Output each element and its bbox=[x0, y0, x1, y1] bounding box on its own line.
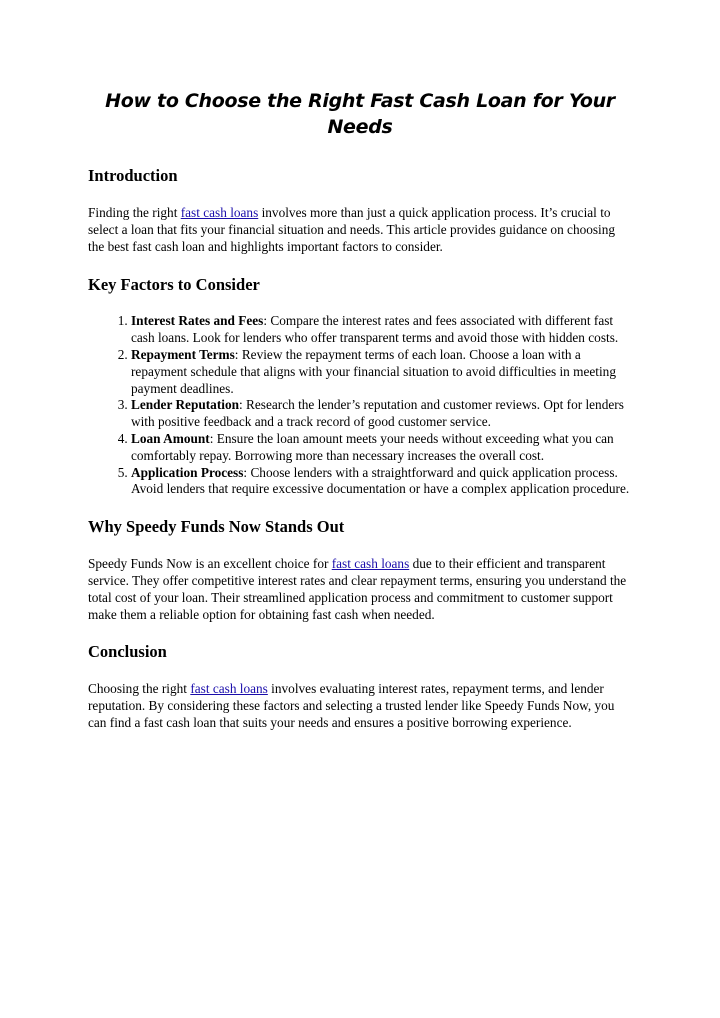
why-text-after: due to their efficient and transparent service. They offer competitive interest rates and clear repayment terms, ensuring you understand the total cost of your loan. Their streamlined application process and commitment to customer support make them a reliable option for obtaining fast cash when needed. bbox=[88, 556, 627, 622]
fast-cash-loans-link-conclusion[interactable]: fast cash loans bbox=[190, 681, 268, 697]
factor-text: : Choose lenders with a straightforward and quick application process. Avoid lenders that require excessive documentation or have a complex application procedure. bbox=[131, 464, 630, 497]
why-heading: Why Speedy Funds Now Stands Out bbox=[88, 517, 345, 537]
list-item bbox=[131, 347, 632, 397]
key-factors-list bbox=[88, 313, 632, 498]
conclusion-paragraph bbox=[88, 681, 632, 731]
factor-term: Lender Reputation bbox=[131, 397, 239, 413]
factor-text: : Ensure the loan amount meets your needs without exceeding what you can comfortably repay. Borrowing more than necessary increases the overall cost. bbox=[131, 430, 614, 463]
list-item bbox=[131, 313, 632, 347]
factor-term: Application Process bbox=[131, 464, 244, 480]
list-item bbox=[131, 397, 632, 431]
list-item bbox=[131, 431, 632, 465]
introduction-paragraph bbox=[88, 205, 632, 255]
factor-text: : Compare the interest rates and fees associated with different fast cash loans. Look for lenders who offer transparent terms and avoid those with hidden costs. bbox=[131, 313, 619, 346]
factor-term: Interest Rates and Fees bbox=[131, 313, 264, 329]
conclusion-text-before: Choosing the right bbox=[88, 681, 191, 697]
introduction-text-before: Finding the right bbox=[88, 205, 181, 220]
conclusion-text-after: involves evaluating interest rates, repayment terms, and lender reputation. By considering these factors and selecting a trusted lender like Speedy Funds Now, you can find a fast cash loan that suits your needs and ensures a positive borrowing experience. bbox=[88, 681, 615, 730]
key-factors-heading: Key Factors to Consider bbox=[88, 275, 260, 295]
introduction-text-after: involves more than just a quick application process. It’s crucial to select a loan that fits your financial situation and needs. This article provides guidance on choosing the best fast cash loan and highlights important factors to consider. bbox=[88, 205, 616, 254]
why-paragraph bbox=[88, 556, 632, 623]
conclusion-heading: Conclusion bbox=[88, 642, 167, 662]
introduction-heading: Introduction bbox=[88, 166, 178, 185]
why-text-before: Speedy Funds Now is an excellent choice for bbox=[88, 556, 332, 572]
page-title: How to Choose the Right Fast Cash Loan for Your Needs bbox=[105, 90, 615, 138]
list-item bbox=[131, 465, 632, 499]
fast-cash-loans-link-why[interactable]: fast cash loans bbox=[331, 556, 410, 572]
factor-text: : Research the lender’s reputation and customer reviews. Opt for lenders with positive feedback and a track record of good customer service. bbox=[131, 397, 624, 430]
factor-term: Loan Amount bbox=[131, 430, 210, 446]
factor-term: Repayment Terms bbox=[131, 346, 235, 362]
fast-cash-loans-link-intro[interactable]: fast cash loans bbox=[180, 205, 259, 220]
factor-text: : Review the repayment terms of each loan. Choose a loan with a repayment schedule that aligns with your financial situation to avoid difficulties in meeting payment deadlines. bbox=[131, 346, 616, 396]
